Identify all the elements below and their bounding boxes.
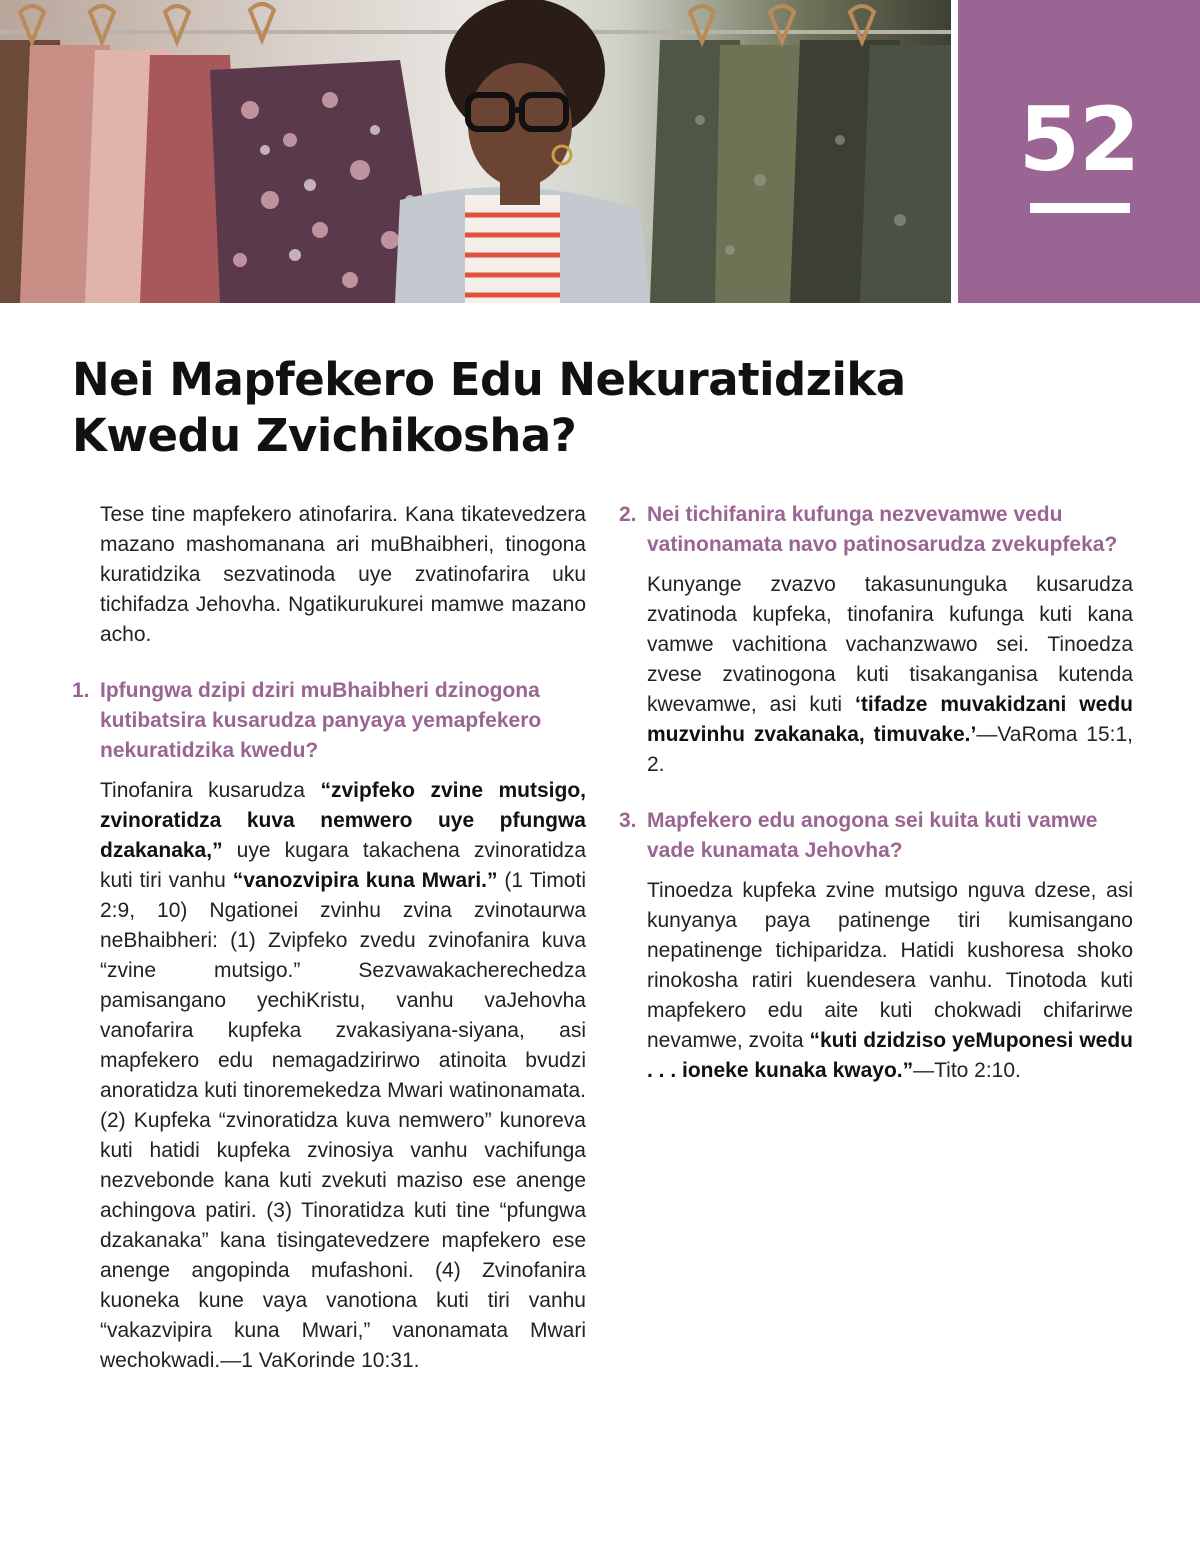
intro-paragraph: Tese tine mapfekero atinofarira. Kana tikatevedzera mazano mashomanana ari muBhaibheri, tinogona kuratidzika sezvatinoda uye zvatinofarira uku tichifadza Jehovha. Ngatikurukurei mamwe mazano acho. xyxy=(100,503,586,646)
emphasized-text: “vanozvipira kuna Mwari.” xyxy=(232,869,498,892)
question-text: Nei tichifanira kufunga nezvevamwe vedu vatinonamata navo patinosarudza zvekupfeka? xyxy=(647,503,1118,556)
emphasized-text: “zvipfeko zvine mutsigo, zvinoratidza kuva nemwero uye pfungwa dzakanaka,” xyxy=(100,779,586,862)
answer-text: uye kugara takachena zvinoratidza kuti tiri vanhu xyxy=(100,839,586,892)
emphasized-text: “kuti dzidziso yeMuponesi wedu . . . ioneke kunaka kwayo.” xyxy=(647,1029,1133,1082)
answer-text: (1 Timoti 2:9, 10) Ngationei zvinhu zvina zvinotaurwa neBhaibheri: (1) Zvipfeko zvedu zvinofanira kuva “zvine mutsigo.” Sezvawakacherechedza pamisangano yechiKristu, vanhu vaJehovha vanofarira kupfeka zvakasiyana-siyana, asi mapfekero edu nemagadzirirwo atinoita bvudzi anoratidza kuti tinoremekedza Mwari watinonamata. (2) Kupfeka “zvinoratidza kuva nemwero” kunoreva kuti hatidi kupfeka zvinosiya vanhu vachifunga nezvebonde kana kuti zvekuti maziso ese anenge achingova patiri. (3) Tinoratidza kuti tine “pfungwa dzakanaka” kana tisingatevedzere mapfekero ese anenge angopinda mufashoni. (4) Zvinofanira kuoneka kune vaya vanotiona kuti tiri vanhu “vakazvipira kuna Mwari,” vanonamata Mwari wechokwadi.—1 VaKorinde 10:31. xyxy=(100,869,586,1372)
left-column xyxy=(72,500,586,1376)
lesson-number: 52 xyxy=(1018,88,1140,191)
answer-text: Tinoedza kupfeka zvine mutsigo nguva dzese, asi kunyanya paya patinenge tiri kumisangano nepatinenge tichiparidza. Hatidi kushoresa shoko rinokosha ratiri kuendesera vanhu. Tinotoda kuti mapfekero edu aite kuti chokwadi chifarirwe nevamwe, zvoita xyxy=(647,879,1133,1052)
question-2 xyxy=(619,500,1133,560)
answer-paragraph xyxy=(72,776,586,1376)
question-number: 3. xyxy=(619,809,637,832)
question-text: Mapfekero edu anogona sei kuita kuti vamwe vade kunamata Jehovha? xyxy=(647,809,1098,862)
right-column xyxy=(619,500,1133,1086)
answer-text: —Tito 2:10. xyxy=(913,1059,1021,1082)
emphasized-text: ‘tifadze muvakidzani wedu muzvinhu zvakanaka, timuvake.’ xyxy=(647,693,1133,746)
question-text: Ipfungwa dzipi dziri muBhaibheri dzinogona kutibatsira kusarudza panyaya yemapfekero nekuratidzika kwedu? xyxy=(100,679,542,762)
lesson-number-box xyxy=(958,0,1200,303)
answer-paragraph xyxy=(619,876,1133,1086)
answer-text: Tinofanira kusarudza xyxy=(100,779,321,802)
question-number: 2. xyxy=(619,503,637,526)
page-title: Nei Mapfekero Edu Nekuratidzika Kwedu Zvichikosha? xyxy=(72,353,906,462)
answer-text: —VaRoma 15:1, 2. xyxy=(647,723,1134,776)
question-1 xyxy=(72,676,586,766)
answer-text: Kunyange zvazvo takasununguka kusarudza zvatinoda kupfeka, tinofanira kufunga kuti kana vamwe vachitiona vachanzwawo sei. Tinoedza zvese zvatinogona kuti tisakanganisa kutenda kwevamwe, asi kuti xyxy=(647,573,1133,716)
question-3 xyxy=(619,806,1133,866)
question-number: 1. xyxy=(72,679,90,702)
answer-paragraph xyxy=(619,570,1133,780)
lesson-number-rule xyxy=(1030,203,1130,213)
clothing-store-illustration xyxy=(0,0,951,303)
header-photo xyxy=(0,0,951,303)
